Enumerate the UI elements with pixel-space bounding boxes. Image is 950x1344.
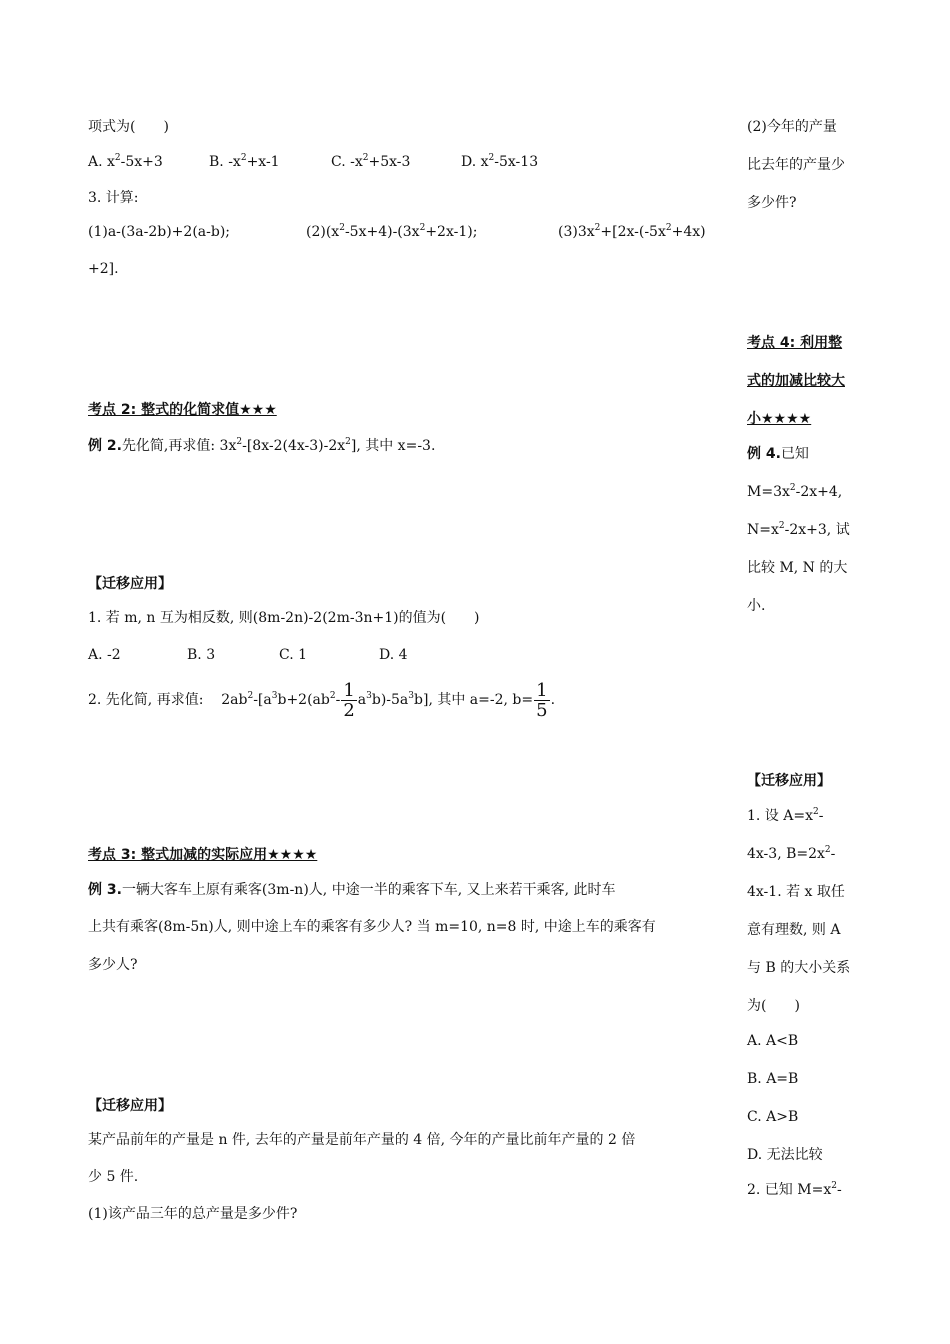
side-t1-opt-b: B. A=B [747,1071,799,1087]
q3-part3-tail: +2]. [88,261,119,277]
q2-option-c: C. $-x^2+5x-3$ [331,153,411,170]
q2-option-b: B. $-x^2+x-1$ [209,153,280,170]
section-kd2-title: 考点 2: 整式的化简求值★★★ [88,402,277,418]
example-4-tail1: 比较 M, N 的大 [747,560,848,576]
side-t1-line6: 为( ) [747,998,800,1014]
transfer2-q1-opt-c: C. 1 [279,647,308,663]
example-2: 例 2.先化简,再求值: $3x^2-[8x-2(4x-3)-2x^2]$, 其中 x=-3. [88,437,436,454]
side-t1-line5: 与 B 的大小关系 [747,960,851,976]
side-t1-opt-d: D. 无法比较 [747,1147,823,1163]
side-transfer-heading: 【迁移应用】 [747,773,831,789]
side-q2-line2: 比去年的产量少 [747,157,845,173]
q2-option-a: A. $x^2-5x+3$ [88,153,163,170]
q3-title: 3. 计算: [88,190,139,206]
transfer2-q1: 1. 若 m, n 互为相反数, 则(8m-2n)-2(2m-3n+1)的值为( ) [88,610,480,626]
transfer2-q1-opt-d: D. 4 [379,647,408,663]
transfer3-line1: 某产品前年的产量是 n 件, 去年的产量是前年产量的 4 倍, 今年的产量比前年产量的 2 倍 [88,1132,636,1148]
transfer3-q1: (1)该产品三年的总产量是多少件? [88,1206,298,1222]
example-4-m: $M=3x^2-2x+4$, [747,483,843,500]
example-3-line2: 上共有乘客(8m-5n)人, 则中途上车的乘客有多少人? 当 m=10, n=8 时, 中途上车的乘客有 [88,919,656,935]
example-3-line1: 例 3.一辆大客车上原有乘客(3m-n)人, 中途一半的乘客下车, 又上来若干乘客, 此时车 [88,882,616,898]
section-kd3-title: 考点 3: 整式加减的实际应用★★★★ [88,847,318,863]
q3-part1: (1)a-(3a-2b)+2(a-b); [88,224,231,240]
side-t2-line1: 2. 已知 $M=x^2-$ [747,1181,842,1198]
fraction-one-half: $\frac{1}{2}$ [343,679,355,721]
section-kd4-title-line3: 小★★★★ [747,411,812,427]
side-t1-opt-c: C. A>B [747,1109,799,1125]
transfer-heading-2: 【迁移应用】 [88,576,172,592]
side-q2-line3: 多少件? [747,195,797,211]
example-4: 例 4.已知 [747,446,809,462]
side-t1-line1: 1. 设 $A=x^2-$ [747,807,824,824]
side-t1-line3: 4x-1. 若 x 取任 [747,884,845,900]
fraction-one-fifth: $\frac{1}{5}$ [536,679,548,721]
q2-option-d: D. $x^2-5x-13$ [461,153,539,170]
transfer2-q1-opt-b: B. 3 [187,647,216,663]
side-t1-line2: 4x-3, $B=2x^2-$ [747,845,836,862]
q3-part2: $(2)(x^2-5x+4)-(3x^2+2x-1)$; [306,223,478,240]
side-t1-line4: 意有理数, 则 A [747,922,841,938]
side-q2-line1: (2)今年的产量 [747,119,837,135]
example-3-line3: 多少人? [88,957,138,973]
example-4-tail2: 小. [747,598,766,614]
q2-tail: 项式为( ) [88,119,169,135]
section-kd4-title-line1: 考点 4: 利用整 [747,335,843,351]
transfer2-q1-opt-a: A. -2 [88,647,121,663]
transfer-heading-3: 【迁移应用】 [88,1098,172,1114]
transfer3-line2: 少 5 件. [88,1169,139,1185]
side-t1-opt-a: A. A<B [747,1033,799,1049]
transfer2-q2: 2. 先化简, 再求值: $2ab^2-[a^3b+2(ab^2-$ $\frac{1}{2}$ $a^3b)-5a^3b$], 其中 a=-2, b= $\frac{1}{5}$ . [88,679,556,721]
section-kd4-title-line2: 式的加减比较大 [747,373,845,389]
example-4-n: $N=x^2-2x+3$, 试 [747,521,850,538]
q3-part3: $(3)3x^2+[2x-(-5x^2+4x)$ [558,223,706,240]
